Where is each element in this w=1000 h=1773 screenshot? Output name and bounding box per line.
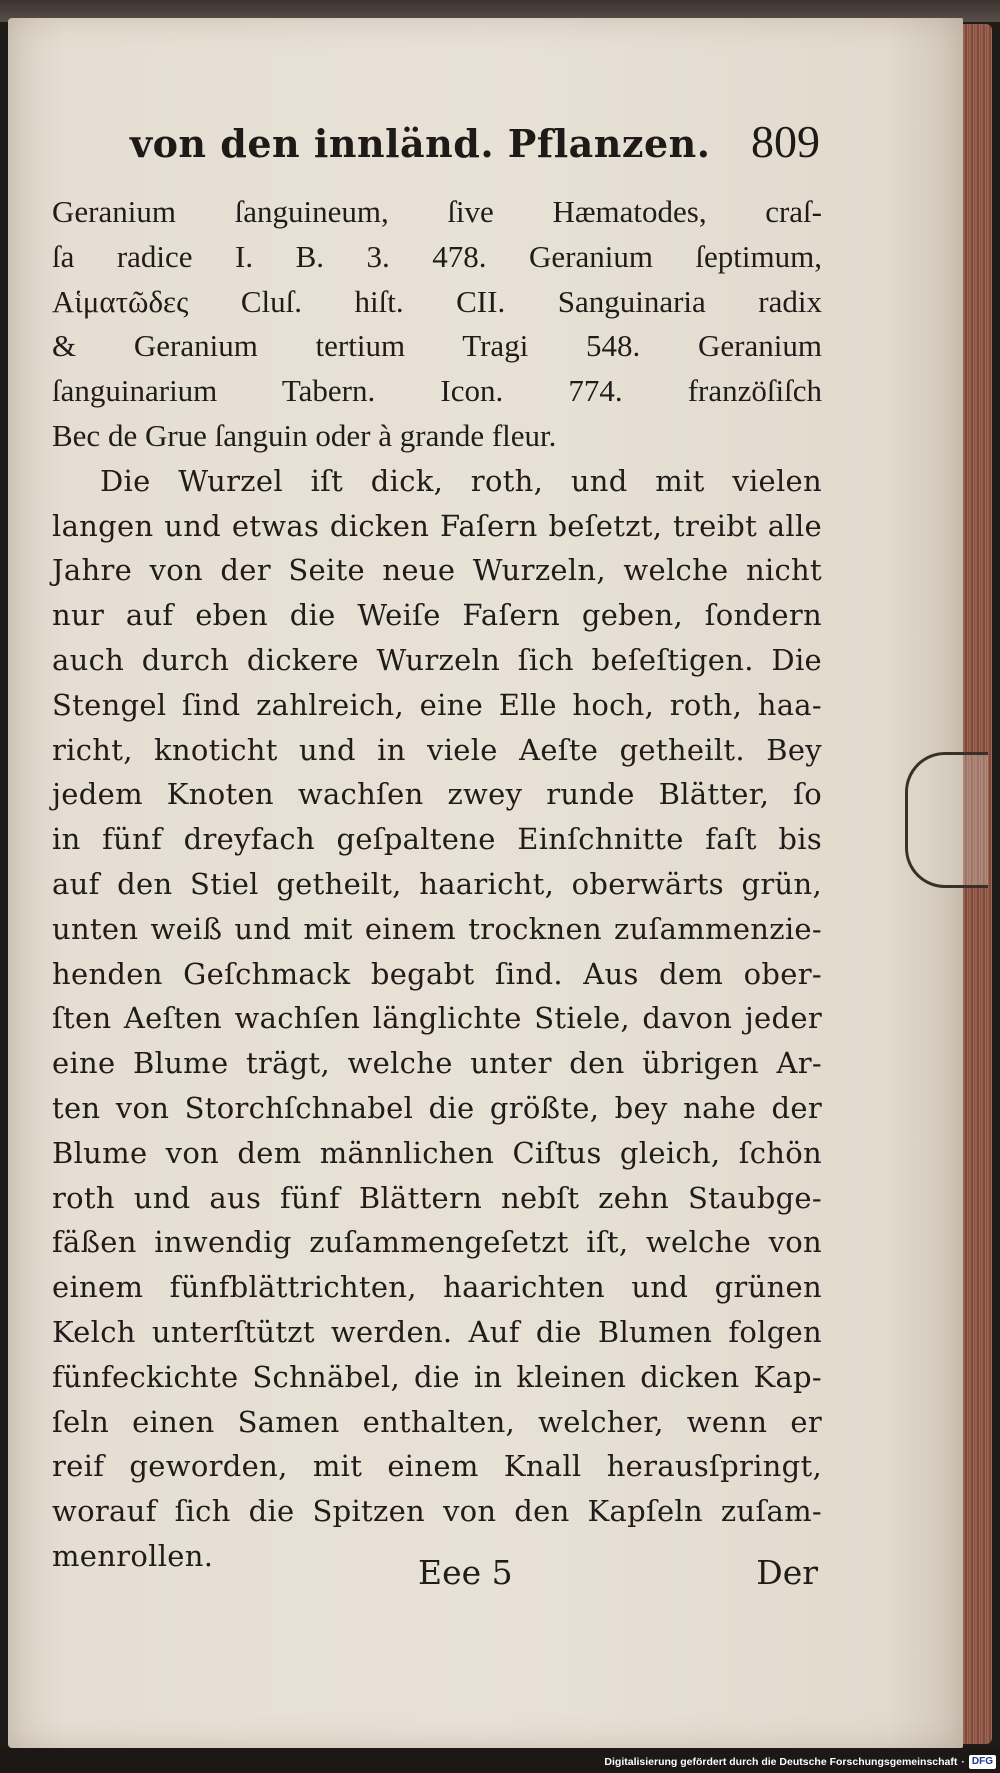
bookmark-tab — [905, 752, 988, 888]
text-line: nur auf eben die Weiſe Faſern geben, ſondern — [52, 598, 822, 633]
page-header — [130, 115, 820, 175]
text-line: unten weiß und mit einem trocknen zuſammenzie- — [52, 911, 822, 946]
text-line: richt, knoticht und in viele Aeſte getheilt. Bey — [52, 732, 822, 767]
text-line: Blume von dem männlichen Ciſtus gleich, ſchön — [52, 1135, 822, 1170]
text-line: ſten Aeſten wachſen länglichte Stiele, davon jeder — [52, 1001, 822, 1036]
credit-separator: · — [961, 1756, 965, 1768]
text-line: ſa radice I. B. 3. 478. Geranium ſeptimum, — [52, 238, 822, 274]
text-line: Die Wurzel iſt dick, roth, und mit vielen — [100, 463, 822, 498]
text-line: Bec de Grue ſanguin oder à grande fleur. — [52, 417, 557, 453]
text-line: auf den Stiel getheilt, haaricht, oberwärts grün, — [52, 866, 822, 901]
text-line: ſeln einen Samen enthalten, welcher, wenn er — [52, 1404, 822, 1439]
text-line: & Geranium tertium Tragi 548. Geranium — [52, 328, 822, 364]
text-line: einem fünfblättrichten, haarichten und grünen — [52, 1270, 822, 1305]
text-line: ten von Storchſchnabel die größte, bey nahe der — [52, 1090, 822, 1125]
body-text — [52, 190, 822, 1579]
text-line: Kelch unterſtützt werden. Auf die Blumen folgen — [52, 1314, 822, 1349]
running-head: von den innländ. Pflanzen. — [130, 121, 711, 166]
text-line: in fünf dreyfach geſpaltene Einſchnitte faſt bis — [52, 822, 822, 857]
text-line: Αἱματῶδες Cluſ. hiſt. CII. Sanguinaria radix — [52, 283, 822, 319]
dfg-logo: DFG — [969, 1755, 996, 1769]
text-line: henden Geſchmack begabt ſind. Aus dem ober- — [52, 956, 822, 991]
digitization-credit — [604, 1754, 996, 1770]
credit-text: Digitalisierung gefördert durch die Deutsche Forschungsgemeinschaft — [604, 1756, 958, 1768]
text-line: menrollen. — [52, 1538, 214, 1573]
text-line: jedem Knoten wachſen zwey runde Blätter, ſo — [52, 777, 822, 812]
text-line: auch durch dickere Wurzeln ſich beſeſtigen. Die — [52, 642, 822, 677]
text-line: Jahre von der Seite neue Wurzeln, welche nicht — [52, 553, 822, 588]
catchword: Der — [756, 1553, 818, 1592]
text-line: Geranium ſanguineum, ſive Hæmatodes, craſ- — [52, 194, 822, 229]
text-line: roth und aus fünf Blättern nebſt zehn Staubge- — [52, 1180, 822, 1215]
text-line: Stengel ſind zahlreich, eine Elle hoch, roth, haa- — [52, 687, 822, 722]
text-line: fäßen inwendig zuſammengeſetzt iſt, welche von — [52, 1225, 822, 1260]
text-line: langen und etwas dicken Faſern beſetzt, treibt alle — [52, 508, 822, 543]
text-line: fünfeckichte Schnäbel, die in kleinen dicken Kap- — [52, 1359, 822, 1394]
text-line: worauf ſich die Spitzen von den Kapſeln zuſam- — [52, 1494, 822, 1529]
signature-mark: Eee 5 — [418, 1553, 513, 1592]
page-number: 809 — [751, 116, 820, 167]
text-line: ſanguinarium Tabern. Icon. 774. franzöſiſch — [52, 373, 822, 409]
text-line: reif geworden, mit einem Knall herausſpringt, — [52, 1449, 822, 1484]
page-footer — [418, 1553, 818, 1603]
text-line: eine Blume trägt, welche unter den übrigen Ar- — [52, 1046, 822, 1081]
